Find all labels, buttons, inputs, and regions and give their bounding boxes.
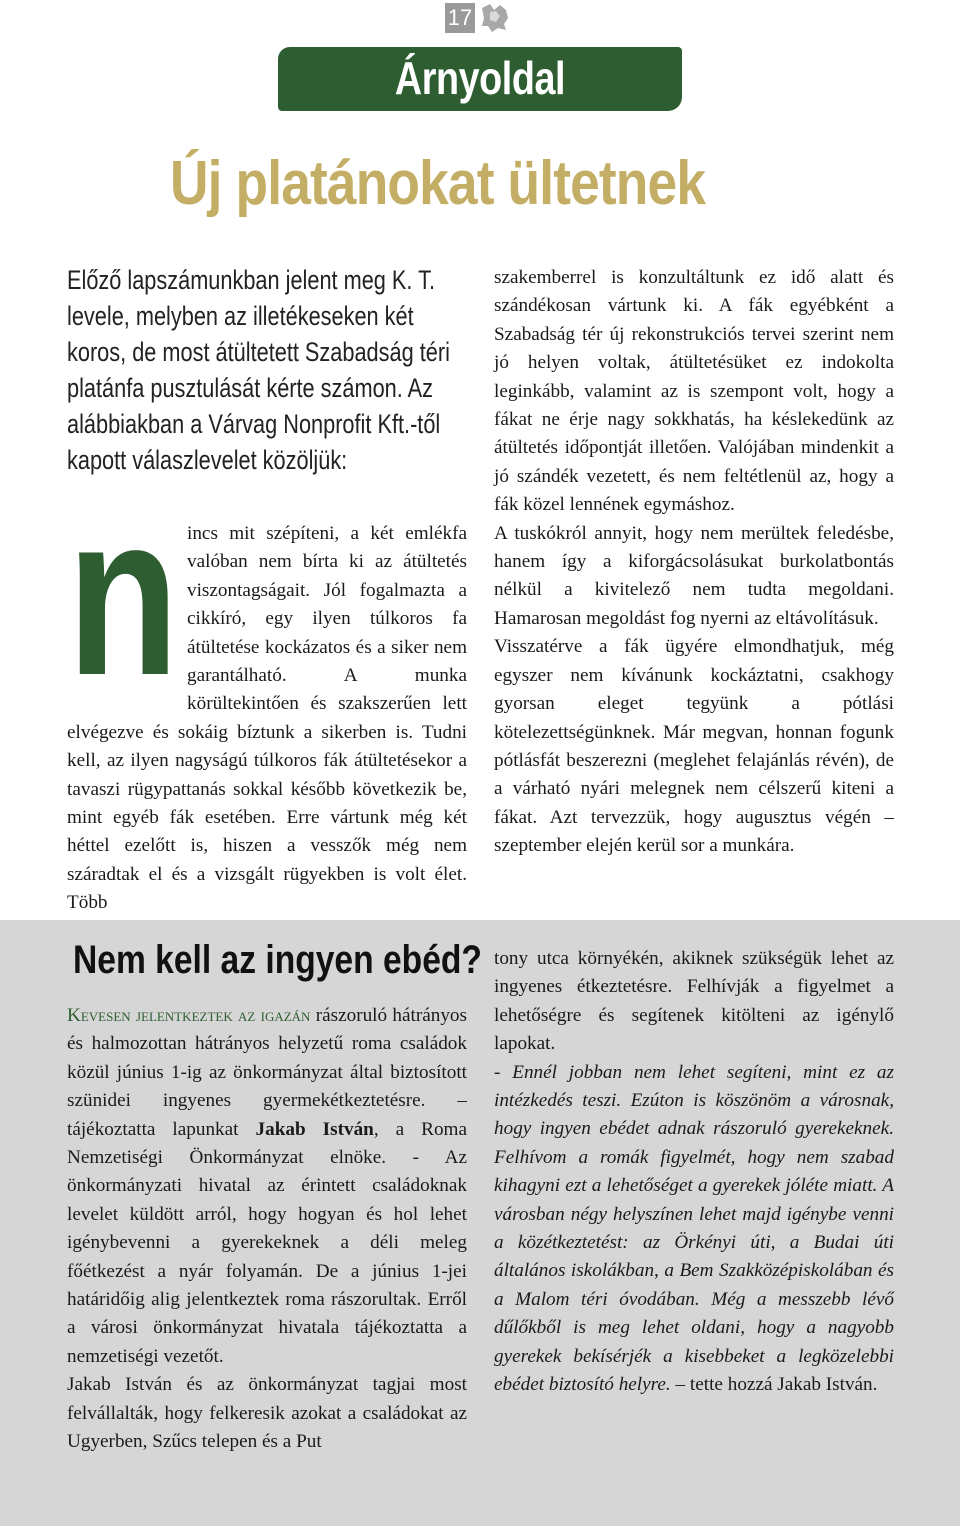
article-paragraph: szakemberrel is konzultáltunk ez idő alatt és szándékosan vártunk ki. A fák egyébként a Szabadság tér új rekonstrukciós tervei szerint nem jó helyen voltak, átültetésüket ez indokolta leginkább, valamint az is szempont volt, hogy a fákat ne érje nagy sokkhatás, ha késlekedünk az átültetés időpontját illetően. Valójában mindenkit a jó szándék vezetett, és nem feltétlenül az, hogy a fák közel lennének egymáshoz.: [494, 267, 894, 516]
box-column-left: [67, 1002, 467, 1457]
drop-cap: [67, 466, 179, 723]
article-paragraph: A tuskókról annyit, hogy nem merültek feledésbe, hanem így a kiforgácsolásukat burkolatbontás nélkül a kivitelező nem tudta megoldani. Hamarosan megoldást fog nyerni az eltávolításuk.: [494, 522, 894, 629]
lead-in: Kevesen jelentkeztek az igazán: [67, 1005, 311, 1026]
article-column-right: [494, 264, 894, 861]
article-intro: Előző lapszámunkban jelent meg K. T. levele, melyben az illetékeseken két koros, de most átültetett Szabadság téri platánfa pusztulását kérte számon. Az alábbiakban a Várvag Nonprofit Kft.-től kapott válaszlevelet közöljük:: [67, 265, 450, 475]
section-title: Árnyoldal: [394, 52, 566, 104]
quote-text: - Ennél jobban nem lehet segíteni, mint ez az intézkedés teszi. Ezúton is köszönöm a városnak, hogy ingyen ebédet adnak rászoruló gyerekeknek. Felhívom a romák figyelmét, hogy nem szabad kihagyni ezt a lehetőséget a gyerekek jóléte miatt. A városban négy helyszínen lehet majd igénybe venni a közétkeztetést: az Örkényi úti, a Budai úti általános iskolákban, a Bem Szakközépiskolában és a Malom téri óvodában. Még a messzebb lévő dűlőkből is meg lehet oldani, hogy a nagyobb gyerekek bekísérjék a kisebbeket a legközelebbi ebédet biztosító helyre.: [494, 1061, 894, 1396]
svg-text:n: n: [67, 466, 179, 723]
box-headline: Nem kell az ingyen ebéd?: [73, 938, 482, 982]
box-paragraph: Jakab István és az önkormányzat tagjai most felvállalták, hogy felkeresik azokat a családokat az Ugyerben, Szűcs telepen és a Put: [67, 1374, 467, 1453]
crest-icon: [478, 2, 512, 34]
person-name: Jakab István: [255, 1118, 374, 1140]
article-body-text: incs mit szépíteni, a két emlékfa valóban nem bírta ki az átültetés viszontagságait. Jól fogalmazta a cikkíró, egy ilyen túlkoros fa átültetése kockázatos és a siker nem garantálható. A munka körültekintően és szakszerűen lett elvégezve és sokáig bíztunk a sikerben is. Tudni kell, az ilyen nagyságú túlkoros fák átültetésekor a tavaszi rügypattanás sokkal később következik be, mint egyéb fák esetében. Erre vártunk még két héttel ezelőtt is, hiszen a vesszők még nem száradtak el és a vizsgált rügyekben is volt élet. Több: [67, 523, 467, 914]
quote-paragraph: [494, 1059, 894, 1400]
article-headline: Új platánokat ültetnek: [170, 149, 706, 218]
page-number: 17: [445, 3, 475, 33]
attribution: – tette hozzá Jakab István.: [670, 1374, 878, 1396]
box-column-right: [494, 945, 894, 1400]
article-column-left: [67, 466, 467, 918]
article-paragraph: Visszatérve a fák ügyére elmondhatjuk, még egyszer nem kívánunk kockáztatni, csakhogy gyorsan eleget tegyünk a pótlási kötelezettségünknek. Már megvan, honnan fogunk pótlásfát beszerezni (meglehet felajánlás révén), de a várható nyári melegnek nem célszerű kiteni a fákat. Azt tervezzük, hogy augusztus végén – szeptember elején kerül sor a munkára.: [494, 636, 894, 857]
box-paragraph: tony utca környékén, akiknek szükségük lehet az ingyenes étkeztetésre. Felhívják a figyelmet a lehetőségre és segítenek kitölteni az igénylő lapokat.: [494, 948, 894, 1055]
box-paragraph: [67, 1002, 467, 1371]
text-run: , a Roma Nemzetiségi Önkormányzat elnöke. - Az önkormányzati hivatal az érintett családoknak levelet küldött arról, hogy hogyan és hol lehet igénybevenni a gyerekeknek a déli meleg főétkezést a nyár folyamán. De a június 1-jei határidőig alig jelentkeztek roma rászorultak. Erről a városi önkormányzat hivatala tájékoztatta a nemzetiségi vezetőt.: [67, 1118, 467, 1367]
section-banner: [278, 47, 682, 111]
text-run: rászoruló hátrányos és halmozottan hátrányos helyzetű roma családok közül június 1-ig az önkormányzat által biztosított szünidei ingyenes gyermekétkeztetésre. – tájékoztatta lapunkat: [67, 1005, 467, 1140]
